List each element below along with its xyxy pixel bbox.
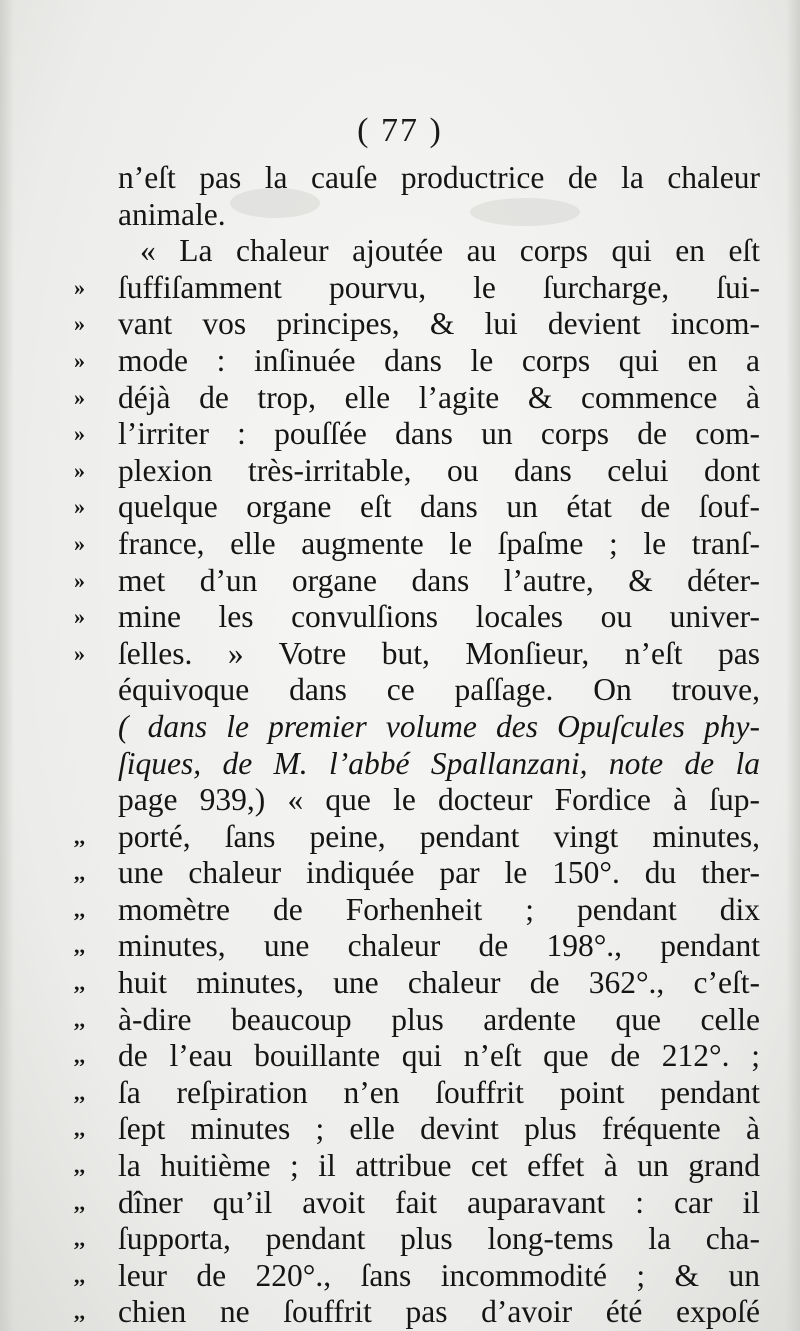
quotation-marker: ,, (74, 823, 85, 849)
text-line: « La chaleur ajoutée au corps qui en eſt (140, 233, 760, 269)
text-line-content: met d’un organe dans l’autre, & déter- (118, 562, 760, 598)
text-line (74, 1294, 760, 1331)
text-line (74, 1111, 760, 1148)
body-text (74, 160, 760, 1331)
text-line-content: ſuffiſamment pourvu, le ſurcharge, ſui- (118, 269, 760, 305)
quotation-marker: ,, (74, 1299, 85, 1325)
text-line (74, 1148, 760, 1185)
text-line-content: dîner qu’il avoit fait auparavant : car il (118, 1184, 760, 1220)
quotation-marker: ,, (74, 896, 85, 922)
text-line: page 939,) « que le docteur Fordice à ſup- (118, 782, 760, 818)
quotation-marker: ,, (74, 933, 85, 959)
quotation-marker: ,, (74, 860, 85, 886)
text-line (74, 270, 760, 307)
quotation-marker: ,, (74, 1079, 85, 1105)
text-line (74, 306, 760, 343)
text-line-content: momètre de Forhenheit ; pendant dix (118, 891, 760, 927)
text-line: équivoque dans ce paſſage. On trouve, (118, 672, 760, 708)
text-line-content: plexion très-irritable, ou dans celui dont (118, 452, 760, 488)
text-line (74, 343, 760, 380)
text-line-content: chien ne ſouffrit pas d’avoir été expoſé (118, 1294, 760, 1330)
text-line-content: mine les convulſions locales ou univer- (118, 599, 760, 635)
quotation-marker: » (74, 384, 85, 410)
text-line (74, 489, 760, 526)
text-line-content: minutes, une chaleur de 198°., pendant (118, 928, 760, 964)
quotation-marker: ,, (74, 1006, 85, 1032)
quotation-marker: ,, (74, 1153, 85, 1179)
quotation-marker: » (74, 457, 85, 483)
text-line (74, 416, 760, 453)
text-line-content: déjà de trop, elle l’agite & commence à (118, 379, 760, 415)
text-line (74, 1185, 760, 1222)
quotation-marker: ,, (74, 1043, 85, 1069)
text-line: ( dans le premier volume des Opuſcules phy- (118, 708, 760, 744)
quotation-marker: ,, (74, 1226, 85, 1252)
quotation-marker: ,, (74, 1116, 85, 1142)
text-line-content: vant vos principes, & lui devient incom- (118, 306, 760, 342)
text-line: n’eſt pas la cauſe productrice de la chaleur (118, 160, 760, 195)
quotation-marker: » (74, 274, 85, 300)
text-line-content: quelque organe eſt dans un état de ſouf- (118, 489, 760, 525)
text-line (74, 453, 760, 490)
text-line-content: de l’eau bouillante qui n’eſt que de 212°. ; (118, 1038, 760, 1074)
text-line (74, 1038, 760, 1075)
text-line: animale. (118, 196, 226, 232)
text-line-content: l’irriter : pouſſée dans un corps de com- (118, 416, 760, 452)
text-line-content: ſelles. » Votre but, Monſieur, n’eſt pas (118, 635, 760, 671)
text-line-content: leur de 220°., ſans incommodité ; & un (118, 1257, 760, 1293)
text-line (74, 965, 760, 1002)
quotation-marker: » (74, 604, 85, 630)
quotation-marker: ,, (74, 1189, 85, 1215)
text-line-content: mode : inſinuée dans le corps qui en a (118, 342, 760, 378)
text-line (74, 819, 760, 856)
text-line (74, 563, 760, 600)
quotation-marker: » (74, 567, 85, 593)
text-line-content: ſa reſpiration n’en ſouffrit point pendant (118, 1074, 760, 1110)
text-line (74, 1258, 760, 1295)
text-line: ſiques, de M. l’abbé Spallanzani, note de la (118, 745, 760, 781)
text-line-content: porté, ſans peine, pendant vingt minutes, (118, 818, 760, 854)
page-number: ( 77 ) (357, 112, 443, 149)
page-edge-right (786, 0, 800, 1331)
text-line (74, 855, 760, 892)
text-line (74, 380, 760, 417)
quotation-marker: » (74, 347, 85, 373)
text-line (74, 1221, 760, 1258)
text-line-content: huit minutes, une chaleur de 362°., c’eſt- (118, 965, 760, 1001)
quotation-marker: » (74, 421, 85, 447)
text-line-content: à-dire beaucoup plus ardente que celle (118, 1001, 760, 1037)
text-line (74, 1002, 760, 1039)
text-line-content: ſept minutes ; elle devint plus fréquente à (118, 1111, 760, 1147)
quotation-marker: » (74, 494, 85, 520)
quotation-marker: ,, (74, 1262, 85, 1288)
text-line-content: la huitième ; il attribue cet effet à un grand (118, 1148, 760, 1184)
text-line (74, 928, 760, 965)
page-edge-left (0, 0, 14, 1331)
text-line-content: une chaleur indiquée par le 150°. du ther- (118, 855, 760, 891)
text-line (74, 1075, 760, 1112)
text-line (74, 636, 760, 673)
quotation-marker: » (74, 640, 85, 666)
quotation-marker: » (74, 311, 85, 337)
quotation-marker: » (74, 530, 85, 556)
text-line-content: france, elle augmente le ſpaſme ; le tranſ- (118, 525, 760, 561)
text-line-content: ſupporta, pendant plus long-tems la cha- (118, 1221, 760, 1257)
text-line (74, 526, 760, 563)
text-line (74, 892, 760, 929)
quotation-marker: ,, (74, 970, 85, 996)
text-line (74, 599, 760, 636)
